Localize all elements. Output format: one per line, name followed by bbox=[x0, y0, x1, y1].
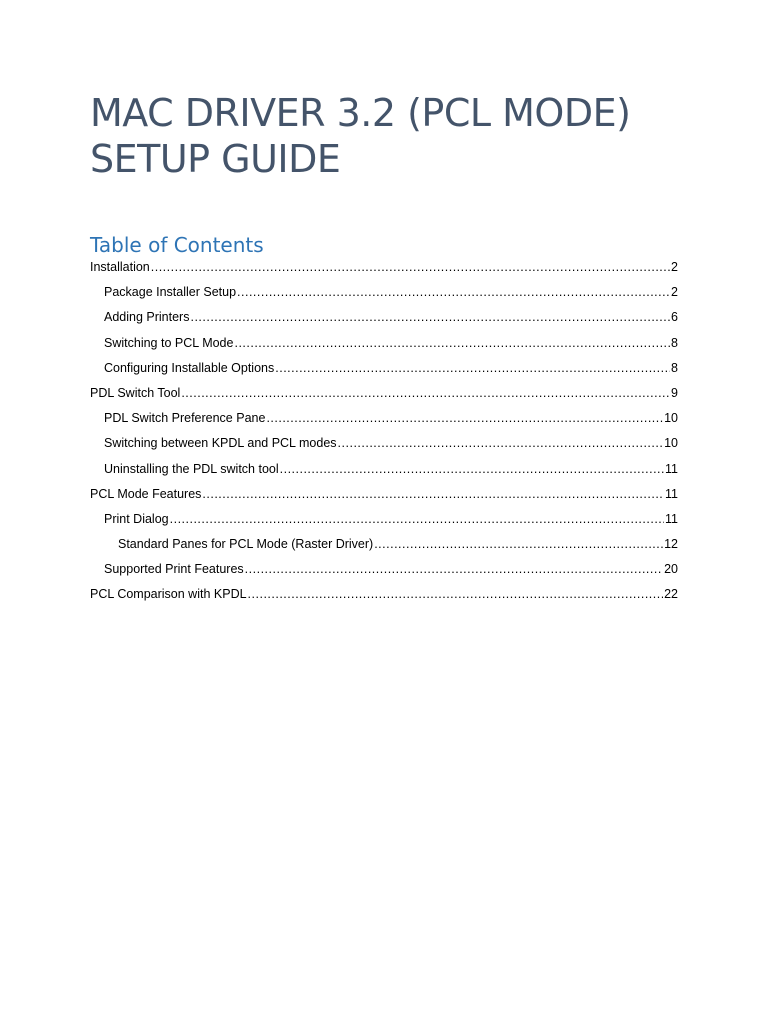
toc-dot-leader bbox=[151, 260, 670, 274]
toc-page-number: 9 bbox=[671, 385, 678, 400]
toc-dot-leader bbox=[202, 487, 664, 501]
toc-page-number: 20 bbox=[664, 562, 678, 577]
toc-page-number: 10 bbox=[664, 436, 678, 451]
table-of-contents bbox=[90, 260, 678, 613]
toc-entry-pcl-mode-features[interactable] bbox=[90, 487, 678, 512]
toc-entry-switching-to-pcl-mode[interactable] bbox=[90, 336, 678, 361]
toc-entry-label: Print Dialog bbox=[104, 511, 169, 526]
toc-entry-label: PCL Mode Features bbox=[90, 486, 202, 501]
toc-dot-leader bbox=[170, 512, 664, 526]
toc-entry-uninstalling-pdl-switch-tool[interactable] bbox=[90, 462, 678, 487]
toc-entry-package-installer-setup[interactable] bbox=[90, 285, 678, 310]
toc-entry-print-dialog[interactable] bbox=[90, 512, 678, 537]
toc-dot-leader bbox=[245, 562, 663, 576]
toc-dot-leader bbox=[374, 537, 663, 551]
toc-dot-leader bbox=[280, 462, 664, 476]
toc-dot-leader bbox=[181, 386, 670, 400]
toc-page-number: 12 bbox=[664, 537, 678, 552]
toc-entry-supported-print-features[interactable] bbox=[90, 562, 678, 587]
toc-page-number: 10 bbox=[664, 411, 678, 426]
toc-dot-leader bbox=[190, 310, 670, 324]
toc-dot-leader bbox=[234, 336, 670, 350]
toc-dot-leader bbox=[237, 285, 670, 299]
toc-heading: Table of Contents bbox=[90, 233, 264, 257]
toc-entry-switching-between-kpdl-and-pcl[interactable] bbox=[90, 436, 678, 461]
toc-entry-configuring-installable-options[interactable] bbox=[90, 361, 678, 386]
toc-entry-installation[interactable] bbox=[90, 260, 678, 285]
toc-entry-label: PCL Comparison with KPDL bbox=[90, 587, 247, 602]
toc-dot-leader bbox=[275, 361, 670, 375]
toc-entry-standard-panes-pcl-mode[interactable] bbox=[90, 537, 678, 562]
toc-entry-label: Uninstalling the PDL switch tool bbox=[104, 461, 279, 476]
toc-page-number: 22 bbox=[664, 587, 678, 602]
toc-entry-label: PDL Switch Tool bbox=[90, 385, 181, 400]
toc-entry-pdl-switch-preference-pane[interactable] bbox=[90, 411, 678, 436]
document-title-line-1: MAC DRIVER 3.2 (PCL MODE) bbox=[90, 91, 631, 135]
toc-dot-leader bbox=[248, 587, 664, 601]
toc-page-number: 8 bbox=[671, 335, 678, 350]
toc-entry-label: Configuring Installable Options bbox=[104, 360, 275, 375]
toc-page-number: 11 bbox=[665, 461, 678, 476]
toc-page-number: 11 bbox=[665, 511, 678, 526]
toc-dot-leader bbox=[338, 436, 664, 450]
toc-entry-label: Switching to PCL Mode bbox=[104, 335, 234, 350]
document-title-line-2: SETUP GUIDE bbox=[90, 137, 341, 181]
toc-entry-label: Package Installer Setup bbox=[104, 285, 237, 300]
toc-entry-adding-printers[interactable] bbox=[90, 310, 678, 335]
toc-page-number: 2 bbox=[671, 285, 678, 300]
toc-page-number: 8 bbox=[671, 360, 678, 375]
toc-entry-pdl-switch-tool[interactable] bbox=[90, 386, 678, 411]
toc-dot-leader bbox=[266, 411, 663, 425]
toc-entry-label: Supported Print Features bbox=[104, 562, 244, 577]
toc-page-number: 6 bbox=[671, 310, 678, 325]
toc-entry-label: Adding Printers bbox=[104, 310, 190, 325]
toc-entry-pcl-comparison-with-kpdl[interactable] bbox=[90, 587, 678, 612]
toc-page-number: 2 bbox=[671, 260, 678, 274]
toc-entry-label: Installation bbox=[90, 260, 150, 274]
document-title bbox=[90, 90, 678, 182]
toc-page-number: 11 bbox=[665, 486, 678, 501]
toc-entry-label: Switching between KPDL and PCL modes bbox=[104, 436, 337, 451]
toc-entry-label: PDL Switch Preference Pane bbox=[104, 411, 266, 426]
toc-entry-label: Standard Panes for PCL Mode (Raster Driver) bbox=[118, 537, 374, 552]
